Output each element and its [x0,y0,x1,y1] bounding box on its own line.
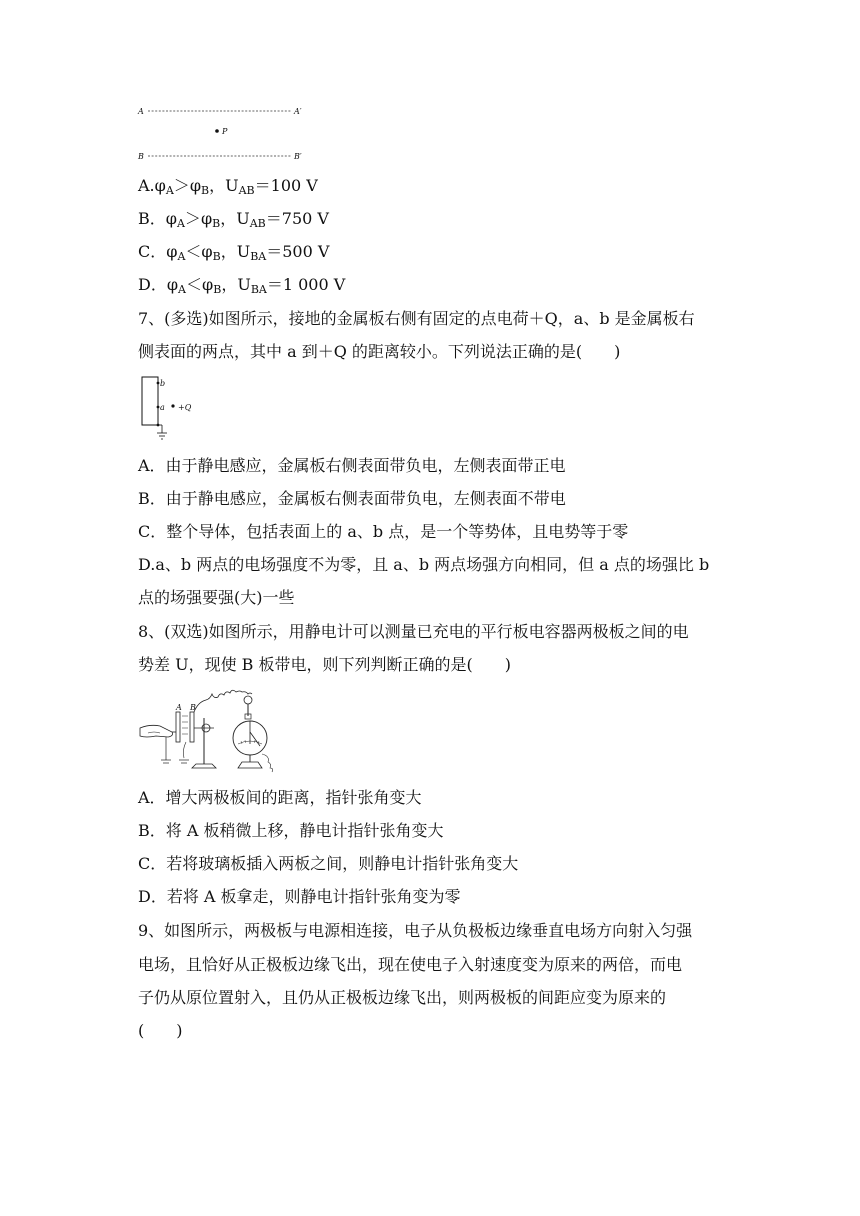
label-plate-b: B [190,703,196,712]
label-plate-a: A [176,703,182,712]
q8-option-d: D．若将 A 板拿走，则静电计指针张角变为零 [138,887,461,906]
q7-stem-line-2: 侧表面的两点，其中 a 到＋Q 的距离较小。下列说法正确的是( ) [138,342,621,361]
label-b-prime: B′ [294,152,302,161]
q8-option-c: C．若将玻璃板插入两板之间，则静电计指针张角变大 [138,854,519,873]
q9-stem-line-1: 9、如图所示，两极板与电源相连接，电子从负极板边缘垂直电场方向射入匀强 [138,921,693,940]
q6-option-a: A.φA＞φB，UAB＝100 V [138,176,318,197]
q6-option-b: B．φA＞φB，UAB＝750 V [138,209,329,230]
label-q: +Q [178,403,192,412]
q7-option-d: D.a、b 两点的电场强度不为零，且 a、b 两点场强方向相同，但 a 点的场强比 b [138,555,710,574]
q8-option-a: A．增大两极板间的距离，指针张角变大 [138,788,422,807]
grounded-plate-figure [138,373,208,445]
q6-option-d: D．φA＜φB，UBA＝1 000 V [138,275,346,296]
q8-stem-line-2: 势差 U，现使 B 板带电，则下列判断正确的是( ) [138,655,511,674]
label-a-prime: A′ [294,107,302,116]
q7-option-c: C．整个导体，包括表面上的 a、b 点，是一个等势体，且电势等于零 [138,522,629,541]
q7-option-b: B．由于静电感应，金属板右侧表面带负电，左侧表面不带电 [138,489,566,508]
q9-stem-line-3: 子仍从原位置射入，且仍从正极板边缘飞出，则两极板的间距应变为原来的 [138,988,667,1007]
q6-option-c: C．φA＜φB，UBA＝500 V [138,242,330,263]
electrometer-capacitor-figure [138,688,288,774]
charge-q [171,404,174,407]
q7-option-a: A．由于静电感应，金属板右侧表面带负电，左侧表面带正电 [138,456,566,475]
q7-stem-line-1: 7、(多选)如图所示，接地的金属板右侧有固定的点电荷＋Q，a、b 是金属板右 [138,309,695,328]
point-p [215,129,219,133]
q9-answer-bracket: ( ) [138,1021,183,1040]
label-b: B [138,152,144,161]
label-a-point: a [160,403,165,412]
q9-stem-line-2: 电场，且恰好从正极板边缘飞出，现在使电子入射速度变为原来的两倍，而电 [138,955,683,974]
label-p: P [222,127,228,136]
q8-stem-line-1: 8、(双选)如图所示，用静电计可以测量已充电的平行板电容器两极板之间的电 [138,622,689,641]
label-b-point: b [160,379,166,388]
label-a: A [138,107,144,116]
q7-option-d-cont: 点的场强要强(大)一些 [138,588,295,607]
q8-option-b: B．将 A 板稍微上移，静电计指针张角变大 [138,821,444,840]
equipotential-lines-figure [136,100,316,164]
